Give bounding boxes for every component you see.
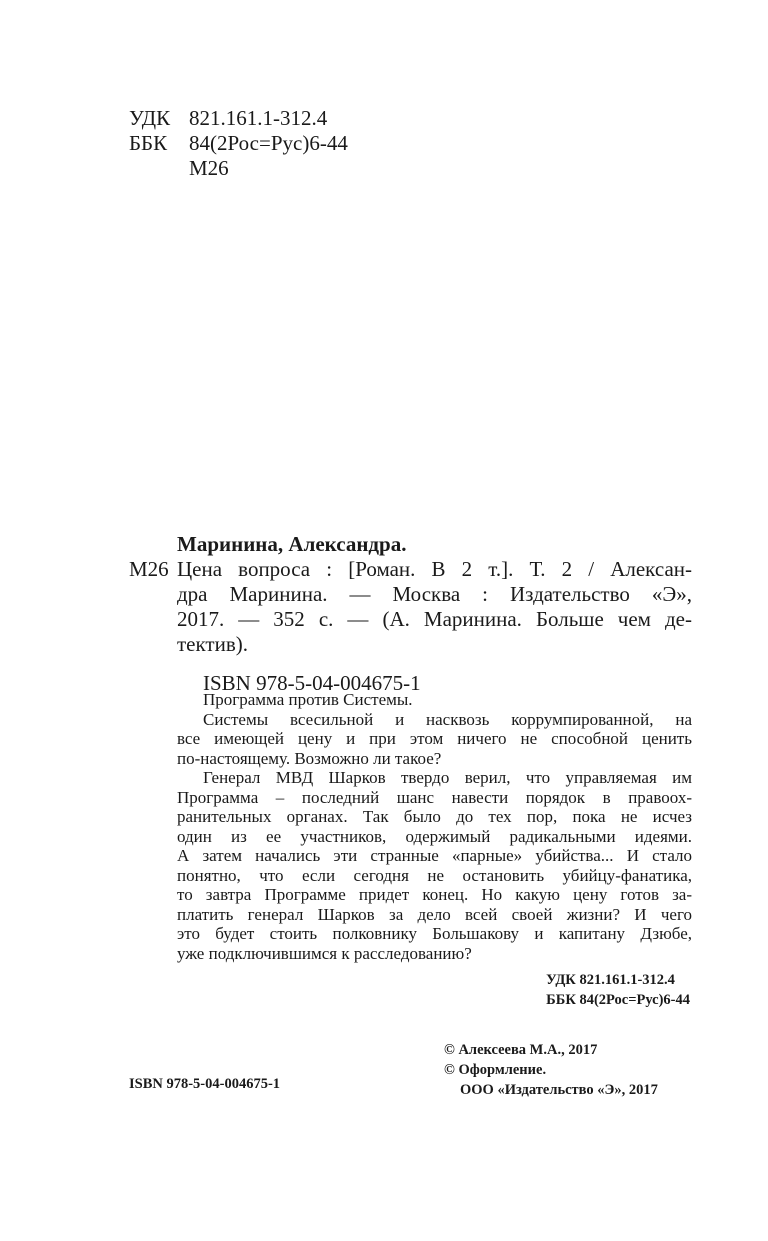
annotation-line: платить генерал Шарков за дело всей своей жизни? И чего (177, 904, 692, 924)
annotation-line: это будет стоить полковнику Большакову и капитану Дзюбе, (177, 924, 692, 943)
annotation-line: все имеющей цену и при этом ничего не способной ценить (177, 729, 692, 748)
bibliographic-description (177, 557, 692, 657)
udk-value: 821.161.1-312.4 (189, 106, 328, 130)
annotation-line: по-настоящему. Возможно ли такое? (177, 748, 442, 768)
annotation (177, 690, 692, 963)
bbk-code: ББК 84(2Рос=Рус)6-44 (546, 992, 690, 1008)
isbn-bottom: ISBN 978-5-04-004675-1 (129, 1076, 281, 1092)
annotation-line: понятно, что если сегодня не остановить убийцу-фанатика, (177, 865, 692, 885)
annotation-line: Системы всесильной и насквозь коррумпированной, на (203, 709, 692, 729)
author-heading: Маринина, Александра. (177, 532, 407, 556)
annotation-line: Программа против Системы. (203, 690, 413, 709)
classification-codes (129, 106, 348, 181)
annotation-line: один из ее участников, одержимый радикальными идеями. (177, 826, 692, 846)
annotation-paragraph (177, 710, 692, 769)
bbk-label: ББК (129, 131, 168, 155)
annotation-line: ранительных органах. Так было до тех пор, пока не исчез (177, 807, 692, 826)
author-mark: М26 (189, 156, 229, 180)
annotation-line: уже подключившимся к расследованию? (177, 943, 472, 963)
bib-line: тектив). (177, 632, 248, 656)
udk-row (129, 106, 348, 131)
bib-line: дра Маринина. — Москва : Издательство «Э», (177, 582, 692, 606)
copyright-block (444, 1040, 658, 1100)
bib-line: Цена вопроса : [Роман. В 2 т.]. Т. 2 / Алексан- (177, 557, 692, 581)
udk-label: УДК (129, 106, 171, 130)
annotation-line: то завтра Программе придет конец. Но какую цену готов за- (177, 885, 692, 904)
annotation-paragraph (177, 768, 692, 963)
isbn-entry: ISBN 978-5-04-004675-1 (203, 671, 421, 695)
bbk-row (129, 131, 348, 156)
entry-marker: М26 (129, 557, 169, 581)
bibliographic-entry (177, 532, 692, 696)
udk-code: УДК 821.161.1-312.4 (546, 972, 675, 988)
bib-line: 2017. — 352 с. — (А. Маринина. Больше чем де- (177, 607, 692, 631)
annotation-line: А затем начались эти странные «парные» убийства... И стало (177, 846, 692, 865)
classification-codes-bottom (546, 970, 690, 1010)
annotation-line: Программа – последний шанс навести порядок в правоох- (177, 787, 692, 807)
copyright-author: © Алексеева М.А., 2017 (444, 1042, 598, 1058)
copyright-design: © Оформление. (444, 1062, 547, 1078)
annotation-line: Генерал МВД Шарков твердо верил, что управляемая им (203, 768, 692, 787)
bbk-value: 84(2Рос=Рус)6-44 (189, 131, 348, 155)
annotation-paragraph (177, 690, 692, 710)
copyright-publisher: ООО «Издательство «Э», 2017 (460, 1082, 658, 1098)
